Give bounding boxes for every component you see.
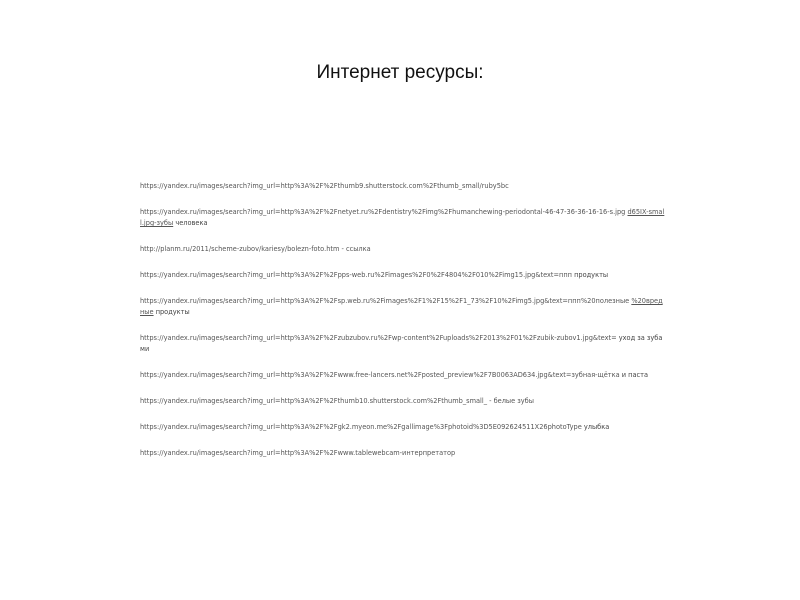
resource-link-2[interactable] [140,207,665,229]
resource-link-7[interactable] [140,370,665,381]
resource-links-list [140,181,665,474]
resource-url[interactable]: http://planm.ru/2011/scheme-zubov/kariesy/bolezn-foto.htm - ссылка [140,245,371,253]
resource-note: улыбка [583,423,610,431]
resource-note: продукты [155,308,190,316]
resource-link-1[interactable] [140,181,665,192]
resource-url[interactable]: https://yandex.ru/images/search?img_url=http%3A%2F%2Fpps-web.ru%2Fimages%2F0%2F4804%2F010%2Fimg15.jpg&text=ппп [140,271,572,279]
resource-note: продукты [574,271,609,279]
resource-url[interactable]: https://yandex.ru/images/search?img_url=http%3A%2F%2Fthumb10.shutterstock.com%2Fthumb_small_ - белые зубы [140,397,534,405]
resource-url[interactable]: https://yandex.ru/images/search?img_url=http%3A%2F%2Fnetyet.ru%2Fdentistry%2Fimg%2Fhumanchewing-periodontal-46-47-36-36-16-16-s.jpg [140,208,626,216]
resource-link-9[interactable] [140,422,665,433]
resource-note: и паста [621,371,649,379]
resource-link-5[interactable] [140,296,665,318]
resource-note: человека [175,219,208,227]
resource-url[interactable]: https://yandex.ru/images/search?img_url=http%3A%2F%2Fgk2.myeon.me%2Fgallimage%3Fphotoid%3D5E092624511X26photoType [140,423,582,431]
resource-link-3[interactable] [140,244,665,255]
resource-link-8[interactable] [140,396,665,407]
resource-url-underlined[interactable]: d65IX-small.jpg-зубы [140,208,665,227]
resource-note: уход за зубами [140,334,663,353]
resource-link-4[interactable] [140,270,665,281]
resource-url[interactable]: https://yandex.ru/images/search?img_url=http%3A%2F%2Fthumb9.shutterstock.com%2Fthumb_small/ruby5bc [140,182,509,190]
resource-url[interactable]: https://yandex.ru/images/search?img_url=http%3A%2F%2Fzubzubov.ru%2Fwp-content%2Fuploads%2F2013%2F01%2Fzubik-zubov1.jpg&text= [140,334,617,342]
resource-link-6[interactable] [140,333,665,355]
resource-url-underlined[interactable]: %20вредные [140,297,663,316]
slide-title: Интернет ресурсы: [316,62,484,83]
resource-link-10[interactable] [140,448,665,459]
resource-url[interactable]: https://yandex.ru/images/search?img_url=http%3A%2F%2Fwww.tablewebcam-интерпретатор [140,449,456,457]
resource-url[interactable]: https://yandex.ru/images/search?img_url=http%3A%2F%2Fsp.web.ru%2Fimages%2F1%2F15%2F1_73%2F10%2Fimg5.jpg&text=ппп%20полезные [140,297,630,305]
resource-url[interactable]: https://yandex.ru/images/search?img_url=http%3A%2F%2Fwww.free-lancers.net%2Fposted_preview%2F7B0063AD634.jpg&text=зубная-щётка [140,371,620,379]
